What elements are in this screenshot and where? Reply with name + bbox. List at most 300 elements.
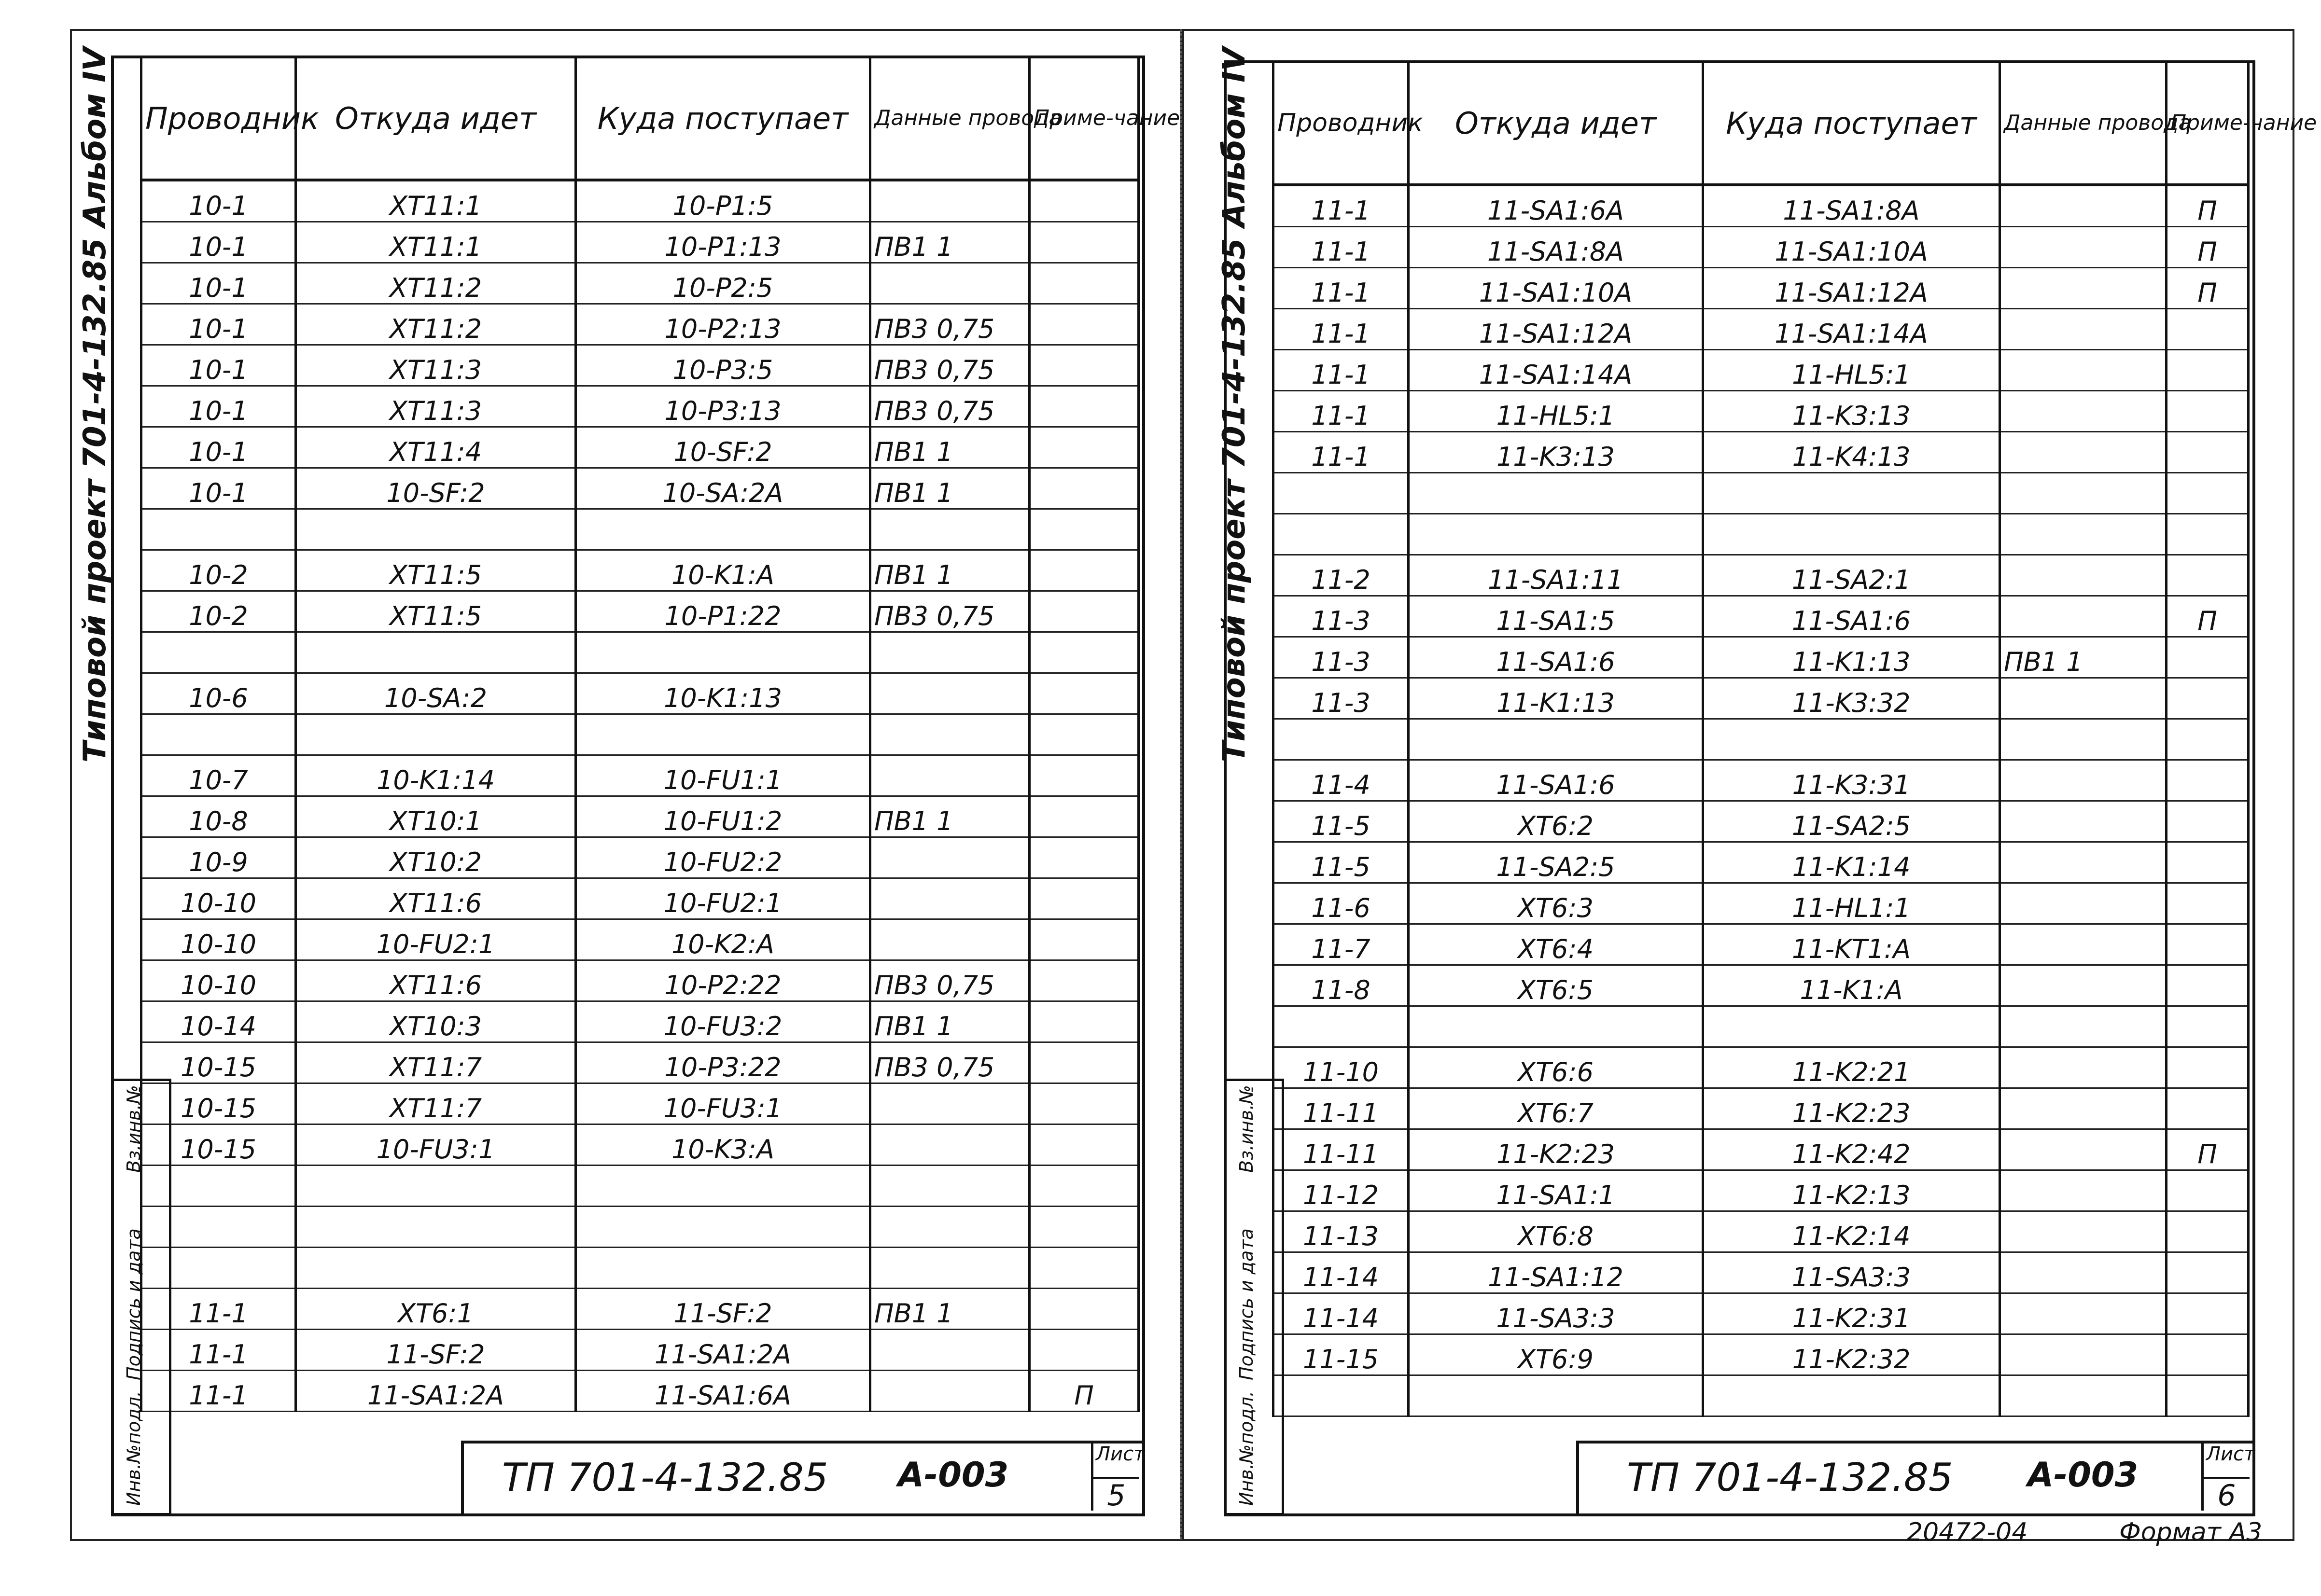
table-row [1273, 514, 2249, 555]
table-row [141, 960, 1139, 1001]
cell-from: 11-SA1:6 [1409, 760, 1703, 801]
cell-from [296, 1248, 576, 1289]
cell-to [1703, 1375, 2000, 1416]
cell-to: 10-P1:13 [576, 222, 870, 263]
cell-from: XT11:4 [296, 427, 576, 468]
cell-note [2167, 1088, 2249, 1129]
cell-note [1030, 1124, 1139, 1166]
table-row [1273, 1293, 2249, 1334]
cell-note [2167, 1047, 2249, 1088]
cell-wire-data [870, 1207, 1030, 1248]
cell-from: XT11:7 [296, 1042, 576, 1083]
cell-to: 11-SA1:10A [1703, 227, 2000, 268]
cell-from: XT6:2 [1409, 801, 1703, 842]
cell-from: 10-SF:2 [296, 468, 576, 509]
cell-note [1030, 673, 1139, 714]
table-row [1273, 350, 2249, 391]
right-wiring-table [1272, 63, 2317, 1417]
cell-to: 11-K2:42 [1703, 1129, 2000, 1170]
cell-to: 10-SF:2 [576, 427, 870, 468]
cell-note [1030, 1330, 1139, 1371]
cell-to: 10-P2:13 [576, 304, 870, 345]
cell-to: 10-SA:2A [576, 468, 870, 509]
cell-wire-data [2000, 555, 2167, 596]
cell-wire [1273, 1375, 1409, 1416]
cell-from [1409, 514, 1703, 555]
cell-from: XT11:1 [296, 180, 576, 222]
table-row [1273, 965, 2249, 1006]
cell-wire [141, 509, 296, 550]
table-row [141, 509, 1139, 550]
cell-note [1030, 632, 1139, 673]
cell-note [1030, 509, 1139, 550]
cell-wire: 11-5 [1273, 801, 1409, 842]
cell-wire: 10-10 [141, 960, 296, 1001]
cell-wire: 11-7 [1273, 924, 1409, 965]
cell-note [1030, 878, 1139, 919]
cell-to: 11-SA1:14A [1703, 309, 2000, 350]
cell-note: П [2167, 596, 2249, 637]
cell-to [576, 632, 870, 673]
cell-wire: 11-1 [141, 1371, 296, 1412]
cell-from: XT10:3 [296, 1001, 576, 1042]
cell-wire-data [2000, 1252, 2167, 1293]
cell-wire: 10-10 [141, 878, 296, 919]
table-row [1273, 432, 2249, 473]
cell-wire-data: ПВ3 0,75 [870, 1042, 1030, 1083]
cell-from: XT10:2 [296, 837, 576, 878]
right-doc-number: А-003 [2027, 1455, 2139, 1495]
cell-from: 10-FU3:1 [296, 1124, 576, 1166]
table-row [1273, 1088, 2249, 1129]
right-side-title: Типовой проект 701-4-132.85 Альбом IV [1216, 47, 1252, 763]
cell-wire-data [2000, 309, 2167, 350]
table-row [141, 632, 1139, 673]
table-row [1273, 227, 2249, 268]
cell-wire: 11-15 [1273, 1334, 1409, 1375]
table-header-row [1273, 63, 2249, 185]
cell-wire-data: ПВ3 0,75 [870, 386, 1030, 427]
cell-wire-data [870, 1124, 1030, 1166]
cell-from: 10-K1:14 [296, 755, 576, 796]
cell-note [1030, 263, 1139, 304]
cell-to [1703, 473, 2000, 514]
cell-wire-data [870, 1083, 1030, 1124]
cell-to: 10-P3:5 [576, 345, 870, 386]
cell-wire-data [2000, 924, 2167, 965]
cell-to [576, 509, 870, 550]
cell-from [1409, 473, 1703, 514]
cell-wire-data [2000, 391, 2167, 432]
cell-note [1030, 837, 1139, 878]
cell-wire: 10-6 [141, 673, 296, 714]
table-row [1273, 1129, 2249, 1170]
cell-to: 11-K2:31 [1703, 1293, 2000, 1334]
cell-to: 11-K3:31 [1703, 760, 2000, 801]
cell-to: 11-K4:13 [1703, 432, 2000, 473]
cell-wire-data [870, 509, 1030, 550]
cell-wire-data [870, 1330, 1030, 1371]
header-wire-data: Данные провода [2000, 63, 2167, 185]
cell-wire: 10-1 [141, 304, 296, 345]
cell-from: 11-SA2:5 [1409, 842, 1703, 883]
cell-wire: 11-6 [1273, 883, 1409, 924]
cell-wire-data [2000, 596, 2167, 637]
cell-wire: 11-3 [1273, 637, 1409, 678]
cell-wire-data [2000, 1006, 2167, 1047]
cell-wire: 10-1 [141, 386, 296, 427]
cell-from: 11-HL5:1 [1409, 391, 1703, 432]
cell-to [1703, 514, 2000, 555]
right-stamp-inv: Инв.№подл. [1236, 1390, 1257, 1506]
cell-to [576, 1166, 870, 1207]
cell-wire: 10-15 [141, 1083, 296, 1124]
cell-to: 11-SA1:6A [576, 1371, 870, 1412]
table-row [141, 1124, 1139, 1166]
table-row [141, 796, 1139, 837]
cell-wire-data [2000, 350, 2167, 391]
cell-note [1030, 1001, 1139, 1042]
cell-to [576, 1248, 870, 1289]
table-row [141, 550, 1139, 591]
cell-note [1030, 796, 1139, 837]
cell-wire-data [2000, 432, 2167, 473]
cell-from: XT11:2 [296, 263, 576, 304]
cell-wire-data [2000, 883, 2167, 924]
right-stamp-vz-inv: Вз.инв.№ [1236, 1085, 1257, 1173]
cell-wire-data: ПВ1 1 [870, 550, 1030, 591]
cell-to: 10-K2:A [576, 919, 870, 960]
table-row [1273, 473, 2249, 514]
cell-to: 11-HL5:1 [1703, 350, 2000, 391]
cell-wire-data [2000, 1129, 2167, 1170]
cell-wire-data [870, 1248, 1030, 1289]
table-row [141, 1289, 1139, 1330]
cell-from [296, 632, 576, 673]
cell-note [2167, 760, 2249, 801]
left-stamp-vz-inv: Вз.инв.№ [123, 1085, 144, 1173]
cell-from: 11-SA1:12 [1409, 1252, 1703, 1293]
table-row [1273, 719, 2249, 760]
cell-wire: 10-2 [141, 550, 296, 591]
cell-from: XT11:7 [296, 1083, 576, 1124]
cell-from: XT10:1 [296, 796, 576, 837]
cell-wire: 11-3 [1273, 596, 1409, 637]
table-row [1273, 1170, 2249, 1211]
cell-note [2167, 1170, 2249, 1211]
cell-wire-data [2000, 678, 2167, 719]
table-row [141, 591, 1139, 632]
table-row [141, 386, 1139, 427]
table-row [141, 714, 1139, 755]
cell-wire-data: ПВ3 0,75 [870, 345, 1030, 386]
cell-from: 11-SA1:10A [1409, 268, 1703, 309]
table-row [141, 180, 1139, 222]
cell-from: 11-SA3:3 [1409, 1293, 1703, 1334]
cell-from: XT6:6 [1409, 1047, 1703, 1088]
cell-wire [1273, 514, 1409, 555]
cell-from: XT11:5 [296, 550, 576, 591]
cell-from: 11-SA1:14A [1409, 350, 1703, 391]
cell-wire-data [2000, 1170, 2167, 1211]
cell-wire-data [870, 1166, 1030, 1207]
table-row [1273, 637, 2249, 678]
cell-wire-data [870, 263, 1030, 304]
table-row [141, 427, 1139, 468]
order-code: 20472-04 [1907, 1518, 2028, 1547]
page-fold-line [1180, 29, 1182, 1540]
cell-wire: 10-8 [141, 796, 296, 837]
cell-note [1030, 919, 1139, 960]
cell-wire-data: ПВ1 1 [2000, 637, 2167, 678]
cell-wire-data [870, 878, 1030, 919]
header-to: Куда поступает [576, 58, 870, 180]
table-row [1273, 391, 2249, 432]
cell-wire-data: ПВ1 1 [870, 468, 1030, 509]
right-doc-code: ТП 701-4-132.85 [1627, 1455, 1953, 1500]
table-row [141, 1042, 1139, 1083]
cell-wire: 10-1 [141, 427, 296, 468]
cell-wire-data [870, 180, 1030, 222]
cell-note [1030, 180, 1139, 222]
cell-from: 11-SF:2 [296, 1330, 576, 1371]
cell-wire-data [870, 837, 1030, 878]
left-doc-number: А-003 [898, 1455, 1009, 1495]
cell-from: 10-FU2:1 [296, 919, 576, 960]
cell-wire: 10-1 [141, 345, 296, 386]
cell-note [2167, 1211, 2249, 1252]
cell-from: XT6:1 [296, 1289, 576, 1330]
cell-wire [1273, 473, 1409, 514]
table-row [141, 1330, 1139, 1371]
cell-to: 11-K2:32 [1703, 1334, 2000, 1375]
cell-note [2167, 1006, 2249, 1047]
cell-wire: 11-14 [1273, 1293, 1409, 1334]
header-wire: Проводник [141, 58, 296, 180]
table-row [1273, 1375, 2249, 1416]
cell-from: 11-K1:13 [1409, 678, 1703, 719]
cell-wire-data [2000, 1211, 2167, 1252]
cell-to: 10-P2:22 [576, 960, 870, 1001]
cell-from: 11-SA1:12A [1409, 309, 1703, 350]
cell-to: 11-SA1:12A [1703, 268, 2000, 309]
cell-to: 10-P3:22 [576, 1042, 870, 1083]
left-wiring-table [140, 58, 1180, 1412]
table-row [1273, 268, 2249, 309]
cell-note [2167, 678, 2249, 719]
cell-to: 10-P3:13 [576, 386, 870, 427]
table-row [141, 1248, 1139, 1289]
cell-wire: 11-10 [1273, 1047, 1409, 1088]
cell-from: 11-SA1:11 [1409, 555, 1703, 596]
cell-to: 10-P2:5 [576, 263, 870, 304]
cell-to: 11-SA1:6 [1703, 596, 2000, 637]
cell-note [1030, 1289, 1139, 1330]
table-row [1273, 1211, 2249, 1252]
cell-to: 10-FU2:2 [576, 837, 870, 878]
cell-wire-data [2000, 185, 2167, 227]
header-note: Приме-чание [1030, 58, 1139, 180]
cell-wire: 11-14 [1273, 1252, 1409, 1293]
cell-from [296, 714, 576, 755]
cell-note: П [2167, 227, 2249, 268]
cell-note [1030, 960, 1139, 1001]
cell-note [1030, 1248, 1139, 1289]
cell-to: 11-SA1:8A [1703, 185, 2000, 227]
cell-wire-data [2000, 842, 2167, 883]
cell-wire-data [2000, 268, 2167, 309]
cell-from: XT6:7 [1409, 1088, 1703, 1129]
cell-to: 11-SA2:1 [1703, 555, 2000, 596]
table-row [141, 468, 1139, 509]
cell-to: 11-K1:14 [1703, 842, 2000, 883]
cell-note: П [2167, 1129, 2249, 1170]
cell-wire [1273, 1006, 1409, 1047]
header-from: Откуда идет [296, 58, 576, 180]
cell-from: XT6:5 [1409, 965, 1703, 1006]
table-row [141, 304, 1139, 345]
cell-wire-data: ПВ1 1 [870, 222, 1030, 263]
cell-wire [1273, 719, 1409, 760]
cell-from [296, 509, 576, 550]
cell-wire: 10-2 [141, 591, 296, 632]
left-sheet-number: 5 [1093, 1477, 1139, 1513]
table-row [1273, 678, 2249, 719]
cell-to: 11-K2:13 [1703, 1170, 2000, 1211]
cell-note [2167, 801, 2249, 842]
cell-wire: 10-9 [141, 837, 296, 878]
cell-wire: 11-3 [1273, 678, 1409, 719]
cell-from: XT11:6 [296, 878, 576, 919]
table-row [1273, 883, 2249, 924]
cell-wire-data: ПВ1 1 [870, 796, 1030, 837]
cell-note [2167, 1252, 2249, 1293]
cell-to: 10-K1:13 [576, 673, 870, 714]
cell-note [1030, 1083, 1139, 1124]
cell-wire [141, 632, 296, 673]
cell-note [1030, 468, 1139, 509]
cell-wire-data [870, 632, 1030, 673]
cell-wire: 11-4 [1273, 760, 1409, 801]
left-sheet-label: Лист [1096, 1443, 1145, 1465]
cell-to [1703, 1006, 2000, 1047]
cell-note [2167, 1334, 2249, 1375]
cell-note [2167, 1375, 2249, 1416]
cell-to: 10-FU2:1 [576, 878, 870, 919]
cell-from: XT11:5 [296, 591, 576, 632]
left-table-body [141, 180, 1139, 1412]
cell-to [576, 1207, 870, 1248]
cell-to: 11-K2:23 [1703, 1088, 2000, 1129]
cell-note [1030, 714, 1139, 755]
cell-wire: 11-1 [141, 1330, 296, 1371]
cell-note [2167, 924, 2249, 965]
cell-note [2167, 965, 2249, 1006]
cell-to: 11-K2:21 [1703, 1047, 2000, 1088]
cell-note: П [2167, 185, 2249, 227]
cell-from: 10-SA:2 [296, 673, 576, 714]
cell-note [1030, 386, 1139, 427]
table-row [1273, 185, 2249, 227]
cell-note [2167, 1293, 2249, 1334]
header-wire-data: Данные провода [870, 58, 1030, 180]
cell-wire: 11-1 [141, 1289, 296, 1330]
cell-wire-data [2000, 514, 2167, 555]
table-row [1273, 1252, 2249, 1293]
cell-wire-data [2000, 1334, 2167, 1375]
cell-wire: 11-2 [1273, 555, 1409, 596]
cell-from: XT11:3 [296, 386, 576, 427]
cell-note [2167, 637, 2249, 678]
table-row [141, 755, 1139, 796]
cell-from: 11-K3:13 [1409, 432, 1703, 473]
cell-to: 10-FU3:2 [576, 1001, 870, 1042]
table-row [141, 1371, 1139, 1412]
table-row [1273, 924, 2249, 965]
header-to: Куда поступает [1703, 63, 2000, 185]
cell-wire: 11-13 [1273, 1211, 1409, 1252]
cell-wire: 11-1 [1273, 391, 1409, 432]
cell-wire: 11-1 [1273, 432, 1409, 473]
cell-from: XT6:8 [1409, 1211, 1703, 1252]
cell-to: 11-K3:32 [1703, 678, 2000, 719]
cell-note [1030, 304, 1139, 345]
cell-wire: 10-1 [141, 468, 296, 509]
cell-to: 10-K1:A [576, 550, 870, 591]
table-row [1273, 842, 2249, 883]
cell-to: 11-K1:13 [1703, 637, 2000, 678]
cell-from: 11-SA1:8A [1409, 227, 1703, 268]
cell-from: XT11:2 [296, 304, 576, 345]
cell-from [296, 1207, 576, 1248]
cell-from [1409, 1375, 1703, 1416]
cell-from [296, 1166, 576, 1207]
cell-from: XT6:9 [1409, 1334, 1703, 1375]
cell-wire-data: ПВ1 1 [870, 427, 1030, 468]
cell-to: 10-FU3:1 [576, 1083, 870, 1124]
cell-to: 10-FU1:1 [576, 755, 870, 796]
cell-from: XT11:3 [296, 345, 576, 386]
cell-note [1030, 1166, 1139, 1207]
cell-to: 10-K3:A [576, 1124, 870, 1166]
cell-from: 11-SA1:6A [1409, 185, 1703, 227]
table-row [141, 919, 1139, 960]
table-row [1273, 1334, 2249, 1375]
cell-note [2167, 514, 2249, 555]
cell-note [2167, 350, 2249, 391]
cell-wire-data: ПВ3 0,75 [870, 304, 1030, 345]
cell-wire-data [870, 673, 1030, 714]
cell-wire-data: ПВ1 1 [870, 1289, 1030, 1330]
cell-wire: 11-1 [1273, 350, 1409, 391]
table-row [1273, 596, 2249, 637]
cell-wire: 10-1 [141, 263, 296, 304]
cell-note [1030, 345, 1139, 386]
table-row [141, 1001, 1139, 1042]
cell-note [2167, 883, 2249, 924]
cell-wire: 10-10 [141, 919, 296, 960]
cell-wire: 10-15 [141, 1042, 296, 1083]
table-row [141, 673, 1139, 714]
right-sheet-label: Лист [2206, 1443, 2255, 1465]
cell-wire: 11-5 [1273, 842, 1409, 883]
cell-wire-data: ПВ3 0,75 [870, 960, 1030, 1001]
cell-wire: 10-1 [141, 180, 296, 222]
cell-wire-data [2000, 1088, 2167, 1129]
cell-wire-data [2000, 1047, 2167, 1088]
cell-to: 11-HL1:1 [1703, 883, 2000, 924]
cell-wire-data: ПВ1 1 [870, 1001, 1030, 1042]
